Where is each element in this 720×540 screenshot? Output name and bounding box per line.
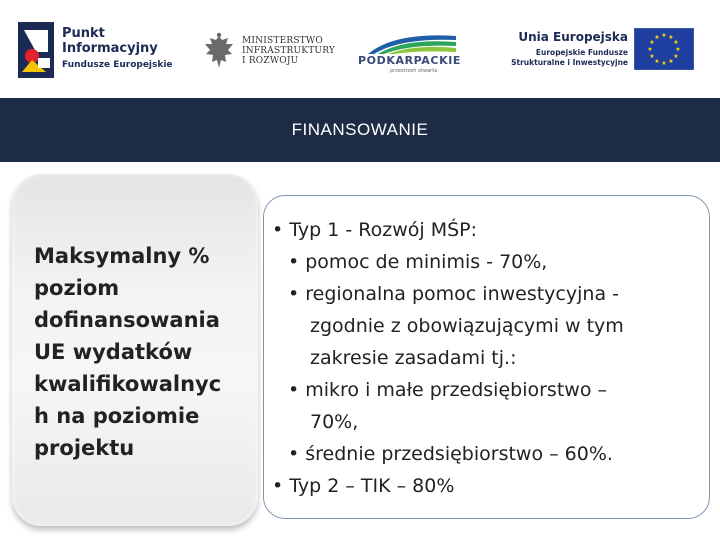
funding-bullet-list <box>272 214 702 502</box>
svg-text:★: ★ <box>649 53 655 60</box>
punkt-informacyjny-logo <box>18 22 178 78</box>
bullet-regional-aid: • regionalna pomoc inwestycyjna - <box>288 283 619 305</box>
svg-text:★: ★ <box>675 46 681 53</box>
ministry-line3: I ROZWOJU <box>242 56 299 66</box>
ministry-logo <box>202 30 342 74</box>
left-label-text: Maksymalny % poziom dofinansowania UE wydatków kwalifikowalnyc h na poziomie projektu <box>34 244 222 460</box>
eu-flag-icon <box>634 28 694 70</box>
bullet-de-minimis: • pomoc de minimis - 70%, <box>288 251 548 273</box>
ministry-text <box>242 36 335 66</box>
punkt-line1: Punkt <box>62 26 105 41</box>
slide-title: FINANSOWANIE <box>291 120 429 139</box>
bullet-medium: • średnie przedsiębiorstwo – 60%. <box>288 443 613 465</box>
svg-text:★: ★ <box>654 58 660 65</box>
ue-line3: Strukturalne i Inwestycyjne <box>511 58 628 67</box>
svg-text:★: ★ <box>649 39 655 46</box>
punkt-informacyjny-text <box>62 26 173 72</box>
svg-text:★: ★ <box>661 60 667 67</box>
bullet-micro-small: • mikro i małe przedsiębiorstwo – <box>288 379 607 401</box>
ue-line1: Unia Europejska <box>518 30 628 44</box>
bullet-typ2: • Typ 2 – TIK – 80% <box>272 475 455 497</box>
bullet-regional-aid-cont2: zakresie zasadami tj.: <box>310 347 517 369</box>
bullet-typ1: • Typ 1 - Rozwój MŚP: <box>272 219 478 241</box>
punkt-line3: Fundusze Europejskie <box>62 60 173 70</box>
polish-eagle-icon <box>202 32 236 72</box>
unia-europejska-logo <box>510 28 695 74</box>
punkt-informacyjny-mark-icon <box>18 22 62 78</box>
podkarpackie-waves-icon <box>364 30 460 56</box>
svg-text:★: ★ <box>668 58 674 65</box>
bullet-regional-aid-cont1: zgodnie z obowiązującymi w tym <box>310 315 624 337</box>
svg-text:★: ★ <box>673 53 679 60</box>
ue-text <box>510 30 628 68</box>
ministry-line2: INFRASTRUKTURY <box>242 46 336 56</box>
svg-text:★: ★ <box>673 39 679 46</box>
podkarpackie-subtitle: przestrzeń otwarta <box>390 68 438 74</box>
ue-line2: Europejskie Fundusze <box>535 48 628 57</box>
bullet-micro-small-cont: 70%, <box>310 411 359 433</box>
svg-text:★: ★ <box>647 46 653 53</box>
podkarpackie-logo <box>350 28 470 78</box>
ministry-line1: MINISTERSTWO <box>242 36 323 46</box>
podkarpackie-word: PODKARPACKIE <box>358 54 462 67</box>
logo-bar <box>0 0 720 98</box>
punkt-line2: Informacyjny <box>62 41 158 56</box>
svg-text:★: ★ <box>668 34 674 41</box>
svg-text:★: ★ <box>654 34 660 41</box>
title-band <box>0 98 720 162</box>
svg-text:★: ★ <box>661 32 667 39</box>
